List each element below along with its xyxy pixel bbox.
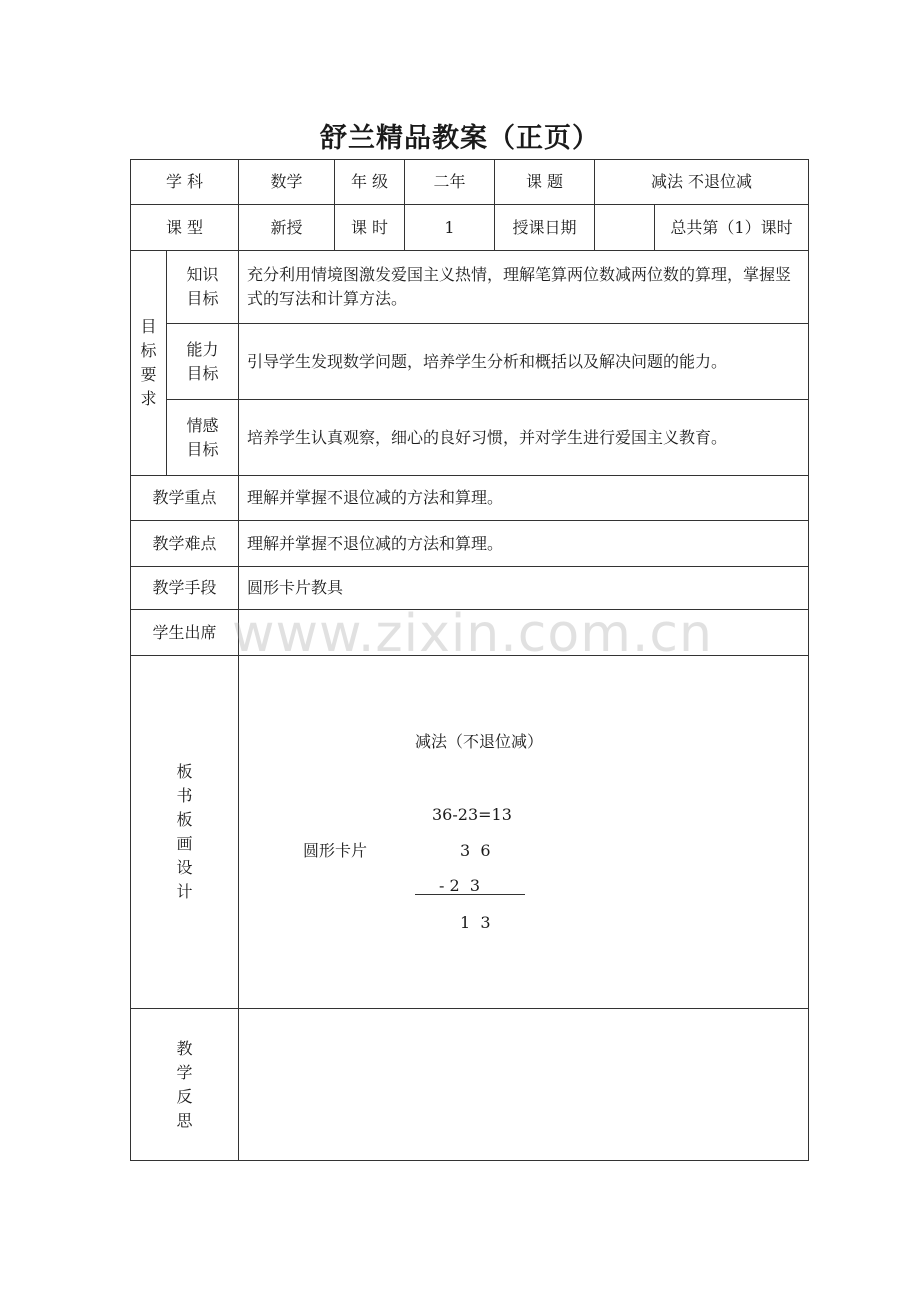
subject-label: 学 科 bbox=[131, 160, 239, 205]
board-label-cell bbox=[131, 656, 239, 1009]
row-key-point bbox=[131, 476, 809, 521]
goal-emotion-text: 培养学生认真观察，细心的良好习惯，并对学生进行爱国主义教育。 bbox=[239, 400, 809, 476]
row-goal-knowledge bbox=[131, 251, 809, 324]
row-goal-emotion bbox=[131, 400, 809, 476]
goals-label: 目标要求 bbox=[140, 317, 157, 408]
page-title: 舒兰精品教案（正页） bbox=[320, 123, 600, 154]
grade-value: 二年 bbox=[405, 160, 495, 205]
goal-ability-label: 能力目标 bbox=[186, 339, 219, 383]
period-value: 1 bbox=[405, 205, 495, 251]
difficulty-label: 教学难点 bbox=[131, 521, 239, 567]
lesson-plan-table bbox=[130, 159, 809, 1161]
board-heading: 减法（不退位减） bbox=[415, 732, 544, 751]
goal-ability-label-cell bbox=[167, 324, 239, 400]
means-label: 教学手段 bbox=[131, 567, 239, 610]
reflection-label: 教学反思 bbox=[176, 1038, 193, 1130]
row-board bbox=[131, 656, 809, 1009]
topic-label: 课 题 bbox=[495, 160, 595, 205]
subject-value: 数学 bbox=[239, 160, 335, 205]
board-equation: 36-23=13 bbox=[432, 805, 512, 824]
board-design bbox=[239, 656, 809, 1009]
date-value bbox=[595, 205, 655, 251]
grade-label: 年 级 bbox=[335, 160, 405, 205]
board-vertical-result: 1 3 bbox=[460, 913, 491, 932]
reflection-label-cell bbox=[131, 1009, 239, 1161]
topic-value: 减法 不退位减 bbox=[595, 160, 809, 205]
goal-knowledge-label-cell bbox=[167, 251, 239, 324]
key-point-text: 理解并掌握不退位减的方法和算理。 bbox=[239, 476, 809, 521]
board-vertical-line1: 3 6 bbox=[460, 841, 491, 860]
row-type bbox=[131, 205, 809, 251]
date-label: 授课日期 bbox=[495, 205, 595, 251]
goal-knowledge-label: 知识目标 bbox=[186, 265, 219, 308]
attendance-text bbox=[239, 610, 809, 656]
board-vertical-line2: - 2 3 bbox=[439, 876, 481, 895]
watermark: www.zixin.com.cn bbox=[232, 604, 713, 664]
board-underline bbox=[415, 894, 525, 895]
key-point-label: 教学重点 bbox=[131, 476, 239, 521]
period-label: 课 时 bbox=[335, 205, 405, 251]
goal-emotion-label-cell bbox=[167, 400, 239, 476]
row-subject bbox=[131, 160, 809, 205]
goals-label-cell bbox=[131, 251, 167, 476]
row-reflection bbox=[131, 1009, 809, 1161]
row-means bbox=[131, 567, 809, 610]
means-text: 圆形卡片教具 bbox=[239, 567, 809, 610]
attendance-label: 学生出席 bbox=[131, 610, 239, 656]
total-periods: 总共第（1）课时 bbox=[655, 205, 809, 251]
difficulty-text: 理解并掌握不退位减的方法和算理。 bbox=[239, 521, 809, 567]
goal-ability-text: 引导学生发现数学问题，培养学生分析和概括以及解决问题的能力。 bbox=[239, 324, 809, 400]
row-attendance bbox=[131, 610, 809, 656]
row-goal-ability bbox=[131, 324, 809, 400]
board-card-label: 圆形卡片 bbox=[303, 841, 368, 860]
goal-knowledge-text: 充分利用情境图激发爱国主义热情，理解笔算两位数减两位数的算理，掌握竖式的写法和计算方法。 bbox=[239, 251, 809, 324]
board-label: 板书板画设计 bbox=[176, 762, 193, 901]
type-label: 课 型 bbox=[131, 205, 239, 251]
goal-emotion-label: 情感目标 bbox=[186, 415, 219, 459]
type-value: 新授 bbox=[239, 205, 335, 251]
row-difficulty bbox=[131, 521, 809, 567]
reflection-text bbox=[239, 1009, 809, 1161]
